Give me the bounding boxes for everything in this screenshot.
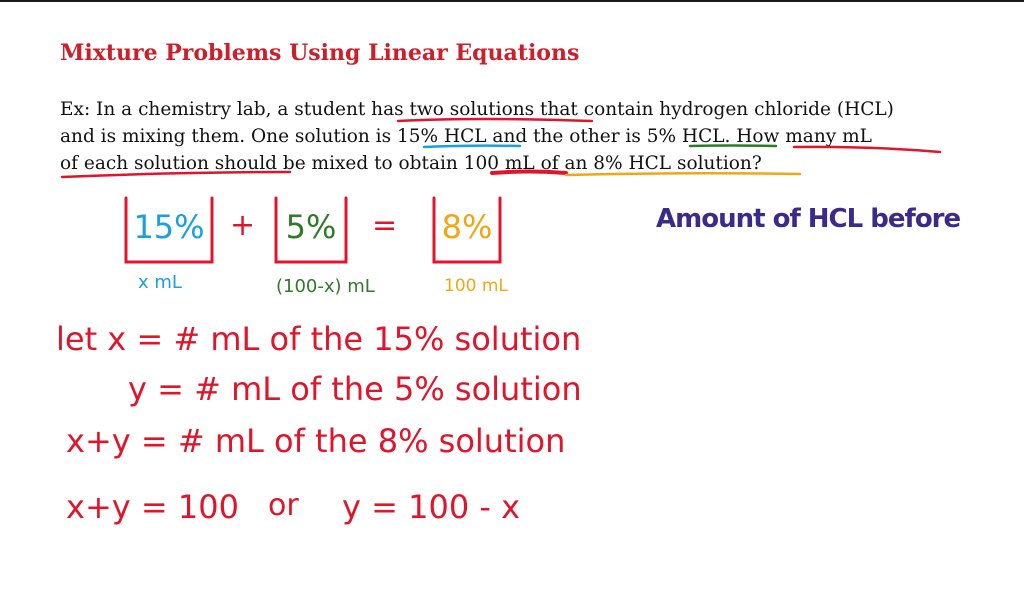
problem-line-3: of each solution should be mixed to obtain 100 mL of an 8% HCL solution? — [60, 153, 762, 174]
box-2-percent: 5% — [285, 208, 337, 246]
problem-line-1: Ex: In a chemistry lab, a student has two solutions that contain hydrogen chloride (HCL) — [60, 99, 894, 120]
box-1-label: x mL — [138, 272, 182, 293]
problem-line-2: and is mixing them. One solution is 15% HCL and the other is 5% HCL. How many mL — [60, 126, 872, 147]
box-2-label: (100-x) mL — [276, 276, 375, 297]
page-title: Mixture Problems Using Linear Equations — [60, 40, 580, 66]
plus-sign: + — [230, 208, 256, 243]
underline-100ml — [492, 172, 566, 174]
work-line-3: x+y = # mL of the 8% solution — [66, 422, 566, 460]
underline-8pct — [566, 173, 800, 175]
underline-each-solution — [62, 172, 290, 177]
work-line-4-solved: y = 100 - x — [342, 488, 520, 526]
note-amount-before: Amount of HCL before — [656, 204, 961, 234]
work-line-2: y = # mL of the 5% solution — [128, 370, 582, 408]
underline-how-many — [794, 147, 940, 152]
underline-15pct — [424, 146, 520, 147]
box-3-percent: 8% — [441, 208, 493, 246]
box-3-label: 100 mL — [444, 276, 508, 296]
work-line-1: let x = # mL of the 15% solution — [56, 320, 582, 358]
underline-two-solutions — [398, 119, 592, 121]
equals-sign: = — [372, 208, 398, 243]
work-line-4-equation: x+y = 100 — [66, 488, 239, 526]
box-1-percent: 15% — [133, 208, 205, 246]
underline-5pct — [690, 146, 776, 147]
work-line-4-or: or — [268, 488, 299, 523]
